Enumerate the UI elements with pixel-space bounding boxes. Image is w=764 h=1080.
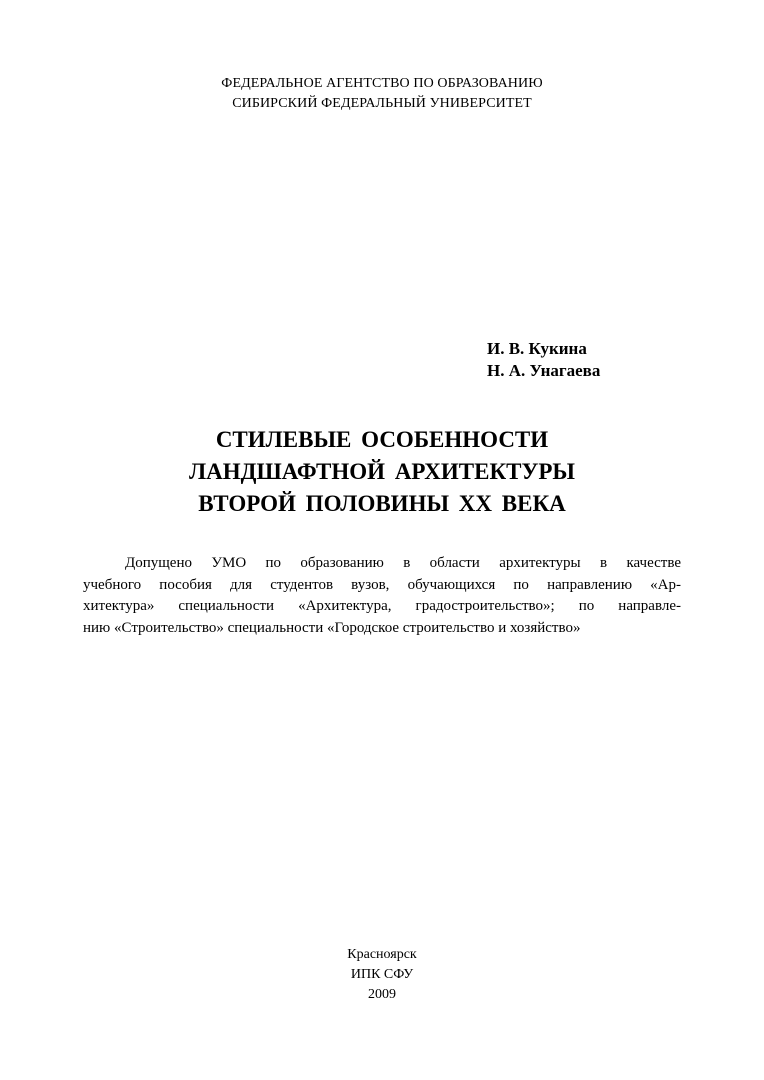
title-line: СТИЛЕВЫЕ ОСОБЕННОСТИ [215,427,549,452]
approval-line: хитектура» специальности «Архитектура, градостроительство»; по направле- [83,598,681,614]
agency-name: ФЕДЕРАЛЬНОЕ АГЕНТСТВО ПО ОБРАЗОВАНИЮ [221,76,543,91]
approval-line: Допущено УМО по образованию в области архитектуры в качестве [125,555,681,571]
title-line: ЛАНДШАФТНОЙ АРХИТЕКТУРЫ [189,459,575,484]
author-name: И. В. Кукина [487,339,587,358]
author-name: Н. А. Унагаева [487,361,601,380]
imprint-year: 2009 [368,987,396,1002]
title-line: ВТОРОЙ ПОЛОВИНЫ XX ВЕКА [198,491,566,516]
approval-line: учебного пособия для студентов вузов, обучающихся по направлению «Ар- [83,576,681,593]
imprint-publisher: ИПК СФУ [350,967,414,982]
authors-block [487,338,600,382]
university-name: СИБИРСКИЙ ФЕДЕРАЛЬНЫЙ УНИВЕРСИТЕТ [232,96,532,111]
approval-line: нию «Строительство» специальности «Городское строительство и хозяйство» [83,619,581,636]
imprint-block [0,945,764,1005]
book-title [0,424,764,520]
imprint-city: Красноярск [347,947,417,962]
approval-statement [83,553,681,639]
organization-header [0,74,764,114]
